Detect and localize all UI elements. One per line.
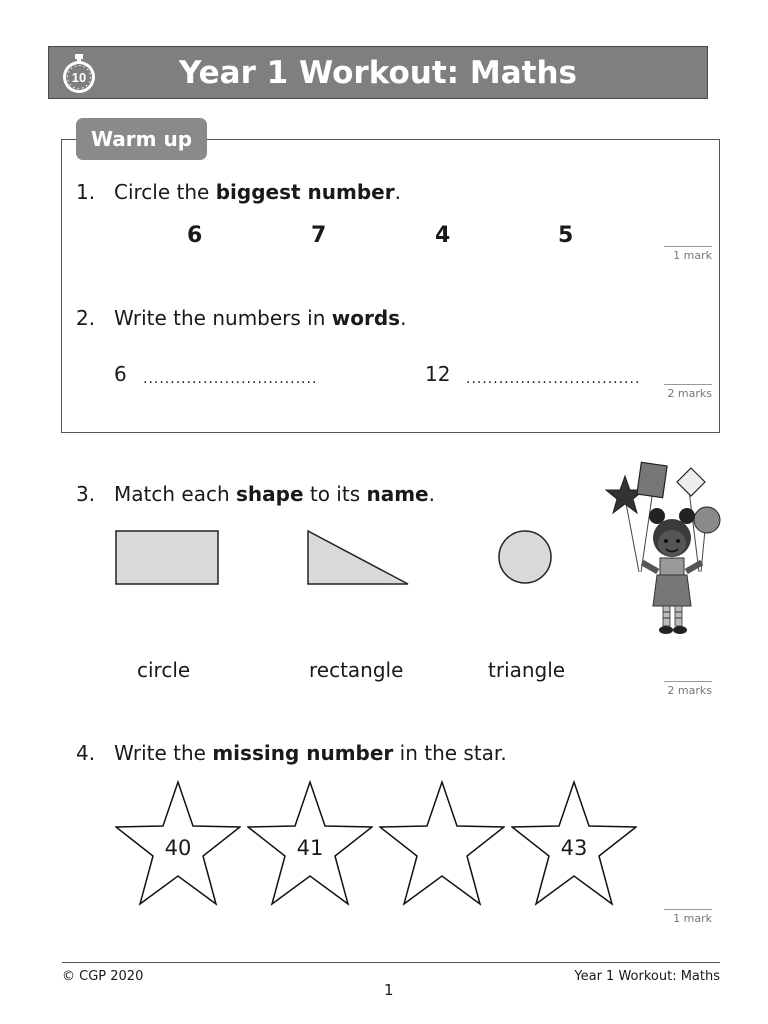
title-bar [48, 46, 708, 99]
question-2-keyword: words [331, 306, 401, 330]
marks-label: 2 marks [664, 681, 712, 697]
footer-copyright: © CGP 2020 [62, 969, 144, 984]
question-2-number: 2. [76, 306, 96, 330]
page-number: 1 [384, 981, 394, 999]
question-2-text [114, 306, 406, 330]
number-option[interactable]: 6 [187, 223, 203, 248]
question-3-text-part: to its [303, 482, 367, 506]
footer-book-title: Year 1 Workout: Maths [574, 969, 720, 984]
marks-label: 2 marks [664, 384, 712, 400]
star-number: 43 [560, 836, 588, 860]
star-box [247, 780, 373, 906]
question-4-number: 4. [76, 741, 96, 765]
shape-name[interactable]: triangle [488, 658, 566, 682]
stopwatch-icon [57, 52, 101, 96]
question-4-text-part: Write the [114, 741, 213, 765]
star-number: 40 [164, 836, 192, 860]
question-1-text-part: Circle the [114, 180, 216, 204]
question-3-keyword: shape [235, 482, 304, 506]
question-1-text-end: . [394, 180, 401, 204]
marks-label: 1 mark [664, 246, 712, 262]
timer-label: 10 [71, 70, 87, 85]
triangle-shape[interactable] [308, 531, 408, 584]
question-4-text-end: in the star. [393, 741, 507, 765]
number-value: 12 [425, 362, 451, 386]
warm-up-tab: Warm up [76, 118, 207, 160]
shape-name[interactable]: circle [137, 658, 191, 682]
question-3-number: 3. [76, 482, 96, 506]
answer-line[interactable]: ................................ [466, 371, 641, 387]
page-title: Year 1 Workout: Maths [179, 55, 577, 91]
question-2-text-part: Write the numbers in [114, 306, 332, 330]
girl-with-balloons-illustration [605, 460, 725, 640]
star-icon [379, 780, 505, 906]
question-2-text-end: . [400, 306, 407, 330]
star-box [115, 780, 241, 906]
question-4-keyword: missing number [212, 741, 394, 765]
question-3-text [114, 482, 435, 506]
marks-label: 1 mark [664, 909, 712, 925]
question-1-text [114, 180, 401, 204]
question-1-number: 1. [76, 180, 96, 204]
rectangle-shape[interactable] [116, 531, 218, 584]
question-3-text-part: Match each [114, 482, 236, 506]
shapes-row [110, 525, 560, 595]
question-1-keyword: biggest number [215, 180, 395, 204]
shape-name[interactable]: rectangle [309, 658, 404, 682]
number-option[interactable]: 5 [558, 223, 574, 248]
number-value: 6 [114, 362, 127, 386]
question-3-keyword: name [366, 482, 429, 506]
footer-divider [62, 962, 720, 963]
star-box [511, 780, 637, 906]
circle-shape[interactable] [499, 531, 551, 583]
answer-line[interactable]: ................................ [143, 371, 318, 387]
number-option[interactable]: 7 [311, 223, 327, 248]
question-4-text [114, 741, 507, 765]
question-3-text-end: . [428, 482, 435, 506]
star-number: 41 [296, 836, 324, 860]
star-box-missing[interactable] [379, 780, 505, 906]
number-option[interactable]: 4 [435, 223, 451, 248]
